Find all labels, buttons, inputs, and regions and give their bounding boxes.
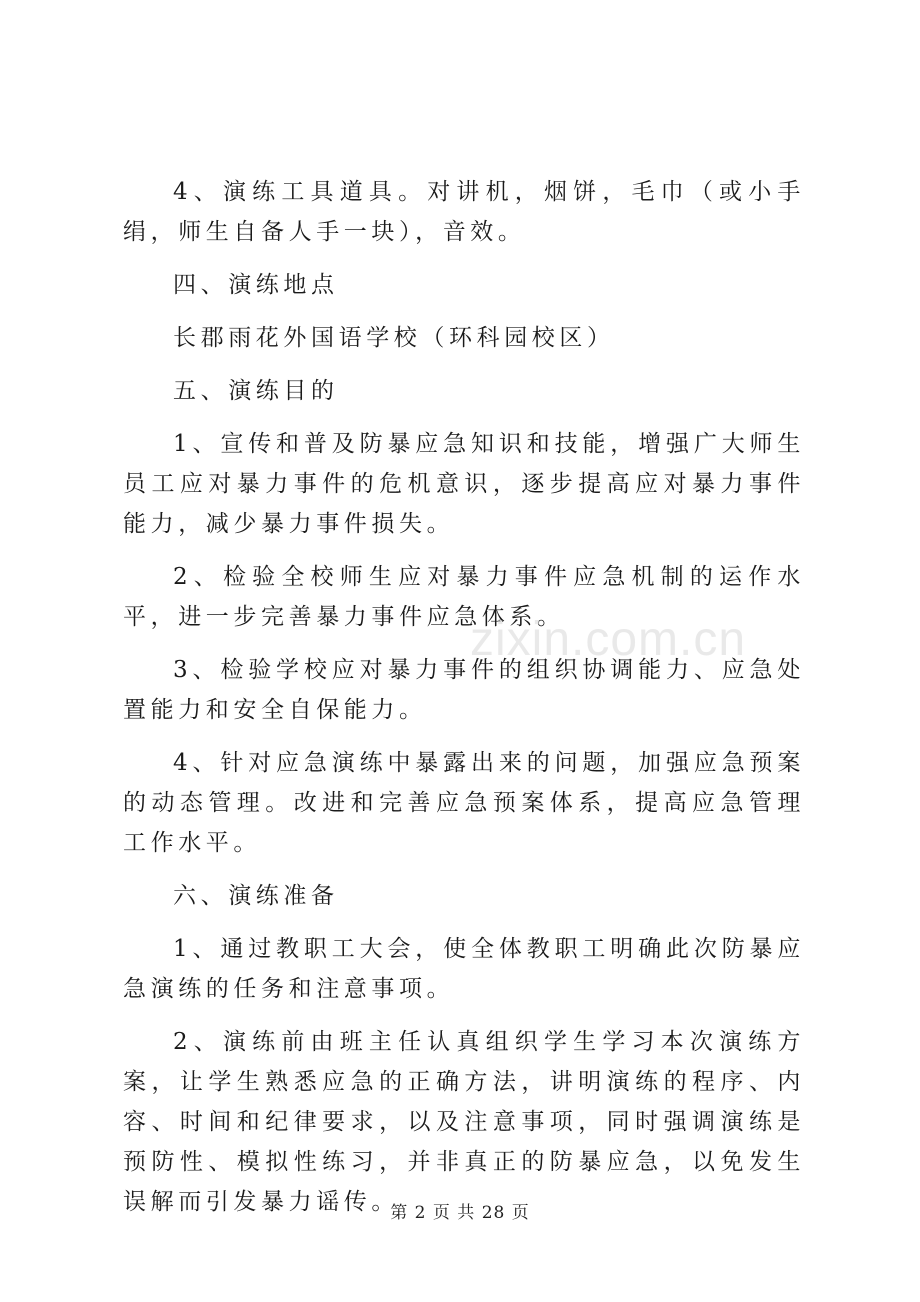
heading-purpose: 五、演练目的 <box>173 378 339 404</box>
paragraph-tools: 4、演练工具道具。对讲机，烟饼，毛巾（或小手绢，师生自备人手一块），音效。 <box>123 179 805 245</box>
watermark: zixin.com.cn <box>470 613 747 666</box>
paragraph-purpose-3: 3、检验学校应对暴力事件的组织协调能力、应急处置能力和安全自保能力。 <box>123 657 805 723</box>
paragraph-preparation-2: 2、演练前由班主任认真组织学生学习本次演练方案，让学生熟悉应急的正确方法，讲明演练的程序、内容、时间和纪律要求，以及注意事项，同时强调演练是预防性、模拟性练习，并非真正的防暴应急，以免发生误解而引发暴力谣传。 <box>123 1029 805 1215</box>
paragraph-purpose-2: 2、检验全校师生应对暴力事件应急机制的运作水平，进一步完善暴力事件应急体系。 <box>123 564 805 630</box>
document-body <box>123 172 805 1235</box>
paragraph-purpose-4: 4、针对应急演练中暴露出来的问题，加强应急预案的动态管理。改进和完善应急预案体系，提高应急管理工作水平。 <box>123 750 805 856</box>
paragraph-preparation-1: 1、通过教职工大会，使全体教职工明确此次防暴应急演练的任务和注意事项。 <box>123 936 805 1002</box>
paragraph-location: 长郡雨花外国语学校（环科园校区） <box>173 325 615 351</box>
heading-location: 四、演练地点 <box>173 272 339 298</box>
heading-preparation: 六、演练准备 <box>173 883 339 909</box>
paragraph-purpose-1: 1、宣传和普及防暴应急知识和技能，增强广大师生员工应对暴力事件的危机意识，逐步提高应对暴力事件能力，减少暴力事件损失。 <box>123 431 805 537</box>
page-footer: 第 2 页 共 28 页 <box>390 1203 530 1223</box>
